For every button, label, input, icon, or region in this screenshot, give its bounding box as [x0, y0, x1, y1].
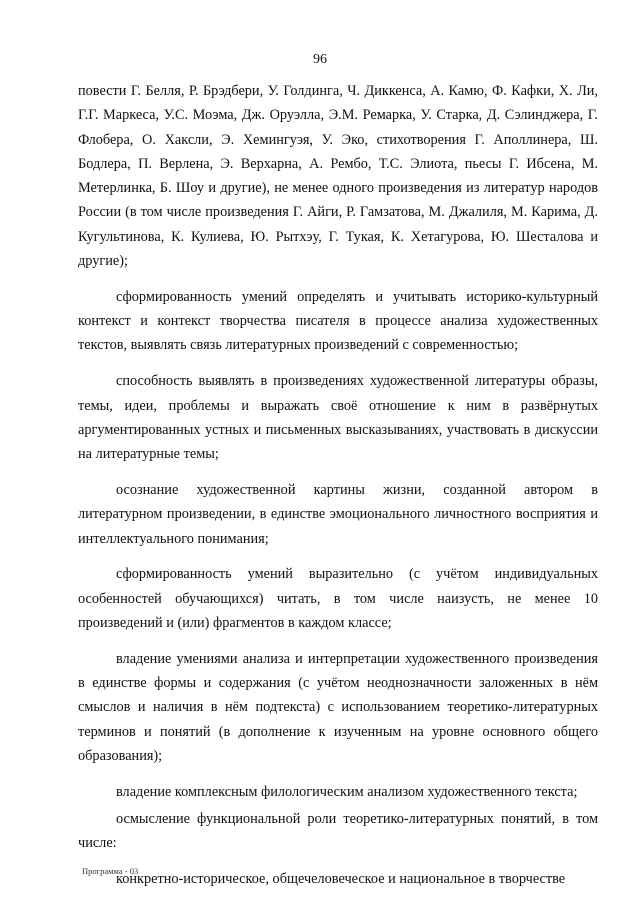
- paragraph-analysis-interpretation: владение умениями анализа и интерпретации художественного произведения в единстве формы и содержания (с учётом неоднозначности заложенных в нём смыслов и наличия в нём подтекста) с использованием теоретико-литературных терминов и понятий (в дополнение к изученным на уровне основного общего образования);: [78, 650, 598, 764]
- paragraph-philological-analysis: владение комплексным филологическим анализом художественного текста;: [116, 783, 578, 800]
- paragraph-images-themes: способность выявлять в произведениях художественной литературы образы, темы, идеи, проблемы и выражать своё отношение к ним в развёрнутых аргументированных устных и письменных высказываниях, участвовать в дискуссии на литературные темы;: [78, 373, 598, 463]
- paragraph-expressive-reading: сформированность умений выразительно (с учётом индивидуальных особенностей обучающихся) читать, в том числе наизусть, не менее 10 произведений и (или) фрагментов в каждом классе;: [78, 566, 598, 631]
- paragraph-concrete-historical: конкретно-историческое, общечеловеческое и национальное в творчестве: [116, 871, 566, 888]
- paragraph-author-list: повести Г. Белля, Р. Брэдбери, У. Голдинга, Ч. Диккенса, А. Камю, Ф. Кафки, Х. Ли, Г.Г. Маркеса, У.С. Моэма, Дж. Оруэлла, Э.М. Ремарка, У. Старка, Д. Сэлинджера, Г. Флобера, О. Хаксли, Э. Хемингуэя, У. Эко, стихотворения Г. Аполлинера, Ш. Бодлера, П. Верлена, Э. Верхарна, А. Рембо, Т.С. Элиота, пьесы Г. Ибсена, М. Метерлинка, Б. Шоу и другие), не менее одного произведения из литератур народов России (в том числе произведения Г. Айги, Р. Гамзатова, М. Джалиля, М. Карима, Д. Кугультинова, К. Кулиева, Ю. Рытхэу, Г. Тукая, К. Хетагурова, Ю. Шесталова и другие);: [78, 83, 598, 270]
- body-text: [78, 79, 598, 903]
- paragraph-theoretical-concepts: осмысление функциональной роли теоретико-литературных понятий, в том числе:: [78, 811, 598, 852]
- paragraph-artistic-picture: осознание художественной картины жизни, созданной автором в литературном произведении, в единстве эмоционального личностного восприятия и интеллектуального понимания;: [78, 481, 598, 547]
- page-number: 96: [313, 52, 327, 67]
- paragraph-historical-context: сформированность умений определять и учитывать историко-культурный контекст и контекст творчества писателя в процессе анализа художественных текстов, выявлять связь литературных произведений с современностью;: [78, 288, 598, 354]
- page-footer: Программа - 03: [82, 866, 139, 876]
